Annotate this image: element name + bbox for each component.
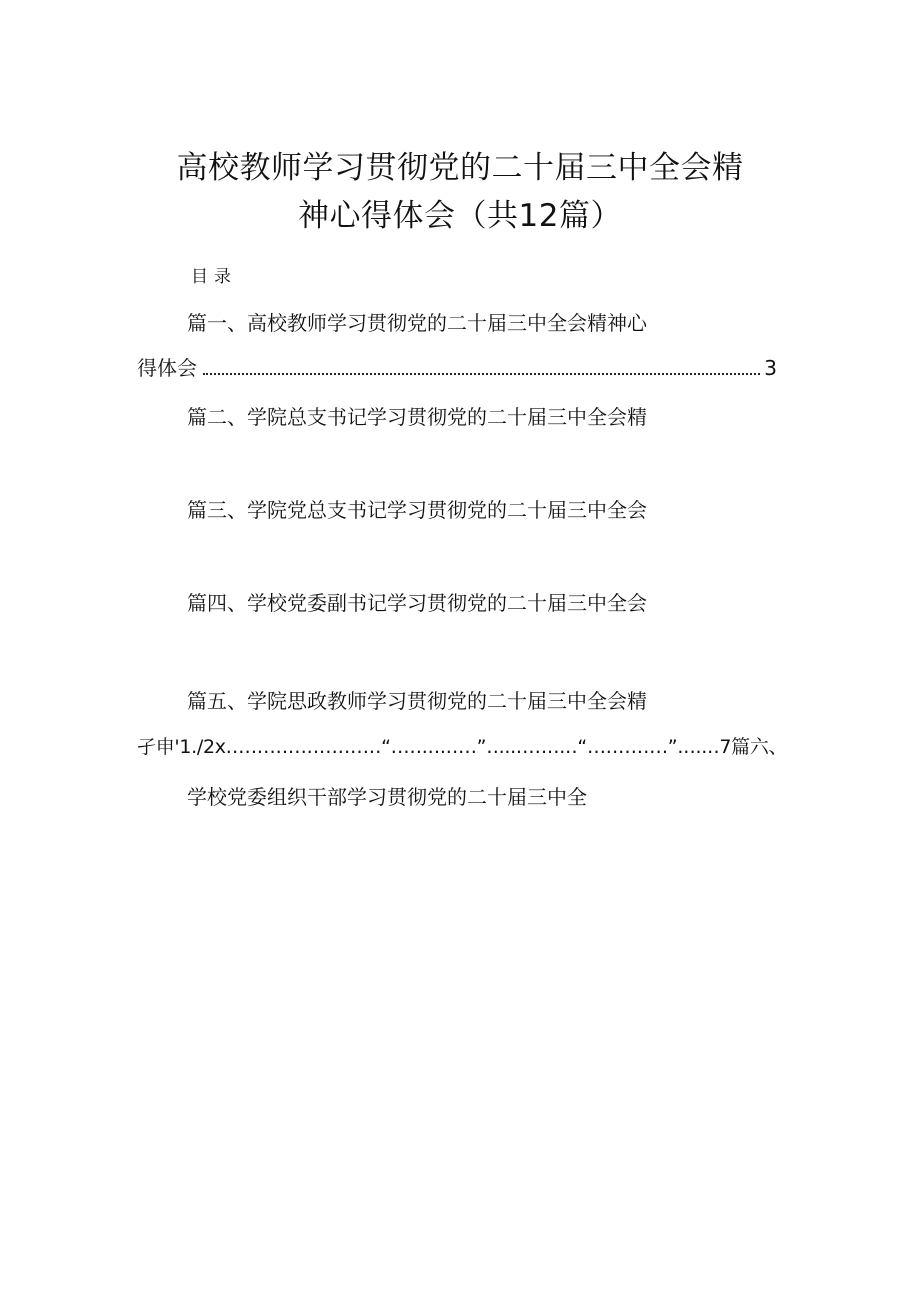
toc-entry-1: 篇一、高校教师学习贯彻党的二十届三中全会精神心: [187, 311, 647, 335]
toc-heading: 目录: [191, 267, 237, 287]
toc-entry-2: 篇二、学院总支书记学习贯彻党的二十届三中全会精: [187, 405, 647, 429]
toc-entry-5-continuation: 孑申'1./2x‥……‥…‥…‥…‥“…‥.‥.‥…”‥...‥…‥.‥“…‥…‥…”.‥..‥7篇六、: [137, 736, 788, 758]
document-title-line-1: 高校教师学习贯彻党的二十届三中全会精: [176, 150, 744, 186]
toc-entry-1-page-number: 3: [764, 356, 777, 380]
toc-entry-1-tail: 得体会: [137, 356, 197, 380]
toc-entry-5: 篇五、学院思政教师学习贯彻党的二十届三中全会精: [187, 689, 647, 713]
dot-leader: [203, 373, 760, 375]
toc-entry-4: 篇四、学校党委副书记学习贯彻党的二十届三中全会: [187, 591, 647, 615]
toc-entry-6: 学校党委组织干部学习贯彻党的二十届三中全: [187, 785, 587, 809]
toc-entry-1-continuation: [137, 355, 777, 381]
document-title-line-2: 神心得体会（共12篇）: [298, 198, 622, 234]
toc-entry-3: 篇三、学院党总支书记学习贯彻党的二十届三中全会: [187, 498, 647, 522]
